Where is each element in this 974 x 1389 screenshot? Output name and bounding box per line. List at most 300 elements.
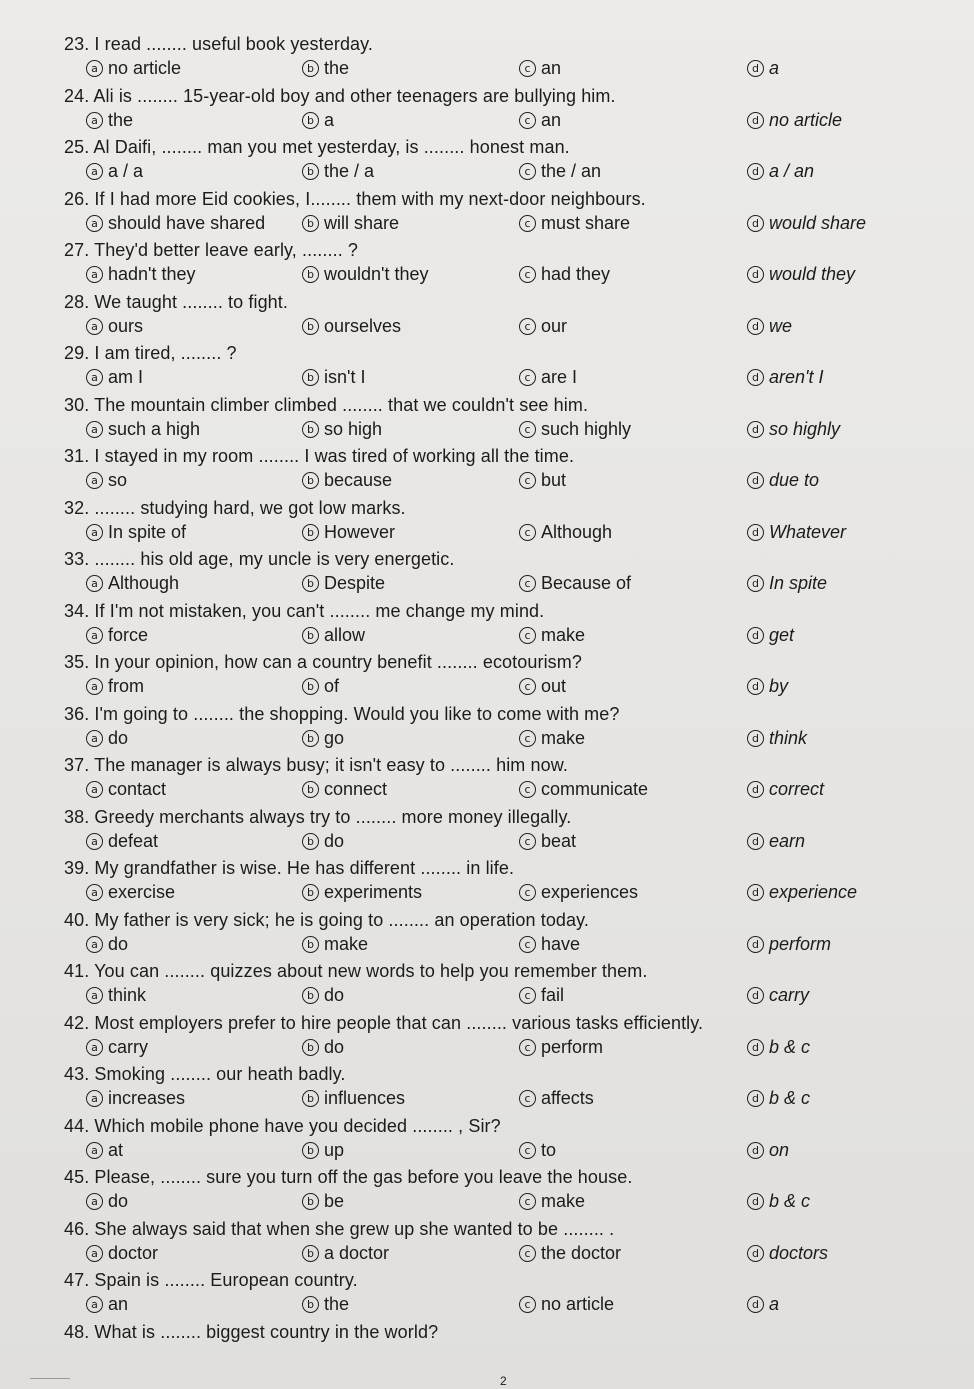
option-text: do — [324, 985, 345, 1005]
answer-option-b[interactable] — [302, 367, 365, 388]
question-stem: 46. She always said that when she grew up she wanted to be ........ . — [64, 1218, 615, 1239]
question-item — [64, 446, 944, 496]
option-text: at — [108, 1139, 124, 1160]
option-text: should have shared — [108, 212, 266, 233]
answer-option-a[interactable] — [86, 1140, 123, 1161]
answer-option-a[interactable] — [86, 831, 158, 852]
option-letter-circle: b — [302, 781, 319, 798]
option-letter-circle: b — [302, 575, 319, 592]
answer-option-b[interactable] — [302, 1088, 405, 1109]
option-text: make — [541, 624, 586, 645]
answer-option-c[interactable] — [519, 316, 567, 337]
option-letter-circle: a — [86, 369, 103, 386]
option-text: a / a — [108, 161, 144, 181]
option-text: by — [769, 676, 789, 696]
option-letter-circle: c — [519, 318, 536, 335]
option-letter-circle: b — [302, 266, 319, 283]
option-text: a / an — [769, 161, 815, 181]
answer-option-b[interactable] — [302, 934, 368, 955]
option-text: a — [769, 58, 780, 78]
option-text: b & c — [769, 1088, 811, 1108]
answer-option-d[interactable] — [747, 110, 842, 131]
option-text: we — [769, 315, 793, 336]
option-letter-circle: b — [302, 1090, 319, 1107]
option-text: However — [324, 521, 396, 542]
answer-option-d[interactable] — [747, 934, 831, 955]
question-stem: 40. My father is very sick; he is going to ........ an operation today. — [64, 909, 590, 930]
answer-option-a[interactable] — [86, 1191, 128, 1212]
option-text: In spite — [769, 573, 828, 593]
option-letter-circle: b — [302, 1245, 319, 1262]
answer-option-a[interactable] — [86, 213, 265, 234]
option-letter-circle: d — [747, 112, 764, 129]
option-letter-circle: b — [302, 730, 319, 747]
option-text: up — [324, 1139, 345, 1160]
answer-option-d[interactable] — [747, 213, 866, 234]
question-stem: 45. Please, ........ sure you turn off the gas before you leave the house. — [64, 1167, 633, 1187]
answer-option-c[interactable] — [519, 1191, 585, 1212]
answer-option-b[interactable] — [302, 1294, 349, 1315]
option-letter-circle: d — [747, 833, 764, 850]
answer-option-a[interactable] — [86, 1088, 185, 1109]
option-text: b & c — [769, 1036, 811, 1057]
option-letter-circle: d — [747, 575, 764, 592]
option-text: carry — [769, 985, 809, 1005]
option-text: get — [769, 624, 795, 645]
answer-option-a[interactable] — [86, 779, 166, 800]
option-letter-circle: c — [519, 163, 536, 180]
answer-option-d[interactable] — [747, 58, 779, 79]
option-text: do — [108, 933, 129, 954]
question-stem: 41. You can ........ quizzes about new words to help you remember them. — [64, 961, 648, 981]
option-letter-circle: a — [86, 1090, 103, 1107]
question-stem: 31. I stayed in my room ........ I was tired of working all the time. — [64, 446, 575, 466]
question-item — [64, 292, 944, 342]
option-letter-circle: d — [747, 266, 764, 283]
question-stem: 33. ........ his old age, my uncle is very energetic. — [64, 549, 455, 569]
answer-option-b[interactable] — [302, 264, 429, 285]
answer-option-c[interactable] — [519, 985, 564, 1006]
option-letter-circle: d — [747, 369, 764, 386]
option-letter-circle: a — [86, 318, 103, 335]
question-stem: 28. We taught ........ to fight. — [64, 291, 288, 312]
option-letter-circle: b — [302, 678, 319, 695]
option-text: but — [541, 470, 567, 490]
answer-option-b[interactable] — [302, 58, 349, 79]
option-text: ours — [108, 315, 144, 336]
option-text: do — [108, 727, 129, 748]
answer-option-a[interactable] — [86, 1294, 128, 1315]
answer-option-a[interactable] — [86, 676, 144, 697]
option-letter-circle: b — [302, 987, 319, 1004]
answer-option-d[interactable] — [747, 676, 788, 697]
option-text: from — [108, 676, 144, 696]
option-text: do — [324, 1036, 345, 1057]
option-text: of — [324, 676, 340, 696]
option-text: go — [324, 727, 345, 748]
question-item — [64, 189, 944, 239]
option-letter-circle: c — [519, 678, 536, 695]
question-stem: 42. Most employers prefer to hire people that can ........ various tasks efficiently. — [64, 1012, 704, 1033]
answer-option-a[interactable] — [86, 264, 196, 285]
option-text: perform — [769, 933, 832, 954]
option-text: allow — [324, 624, 366, 645]
question-item — [64, 704, 944, 754]
option-letter-circle: b — [302, 472, 319, 489]
option-text: the / a — [324, 161, 375, 181]
option-letter-circle: d — [747, 472, 764, 489]
answer-option-d[interactable] — [747, 831, 805, 852]
question-stem: 43. Smoking ........ our heath badly. — [64, 1064, 346, 1084]
answer-option-a[interactable] — [86, 110, 133, 131]
answer-option-d[interactable] — [747, 316, 792, 337]
option-text: Whatever — [769, 521, 847, 542]
question-item — [64, 910, 944, 960]
option-text: a — [324, 109, 335, 130]
option-text: the / an — [541, 161, 602, 181]
option-text: a doctor — [324, 1242, 390, 1263]
question-item — [64, 1270, 944, 1320]
answer-option-c[interactable] — [519, 831, 576, 852]
question-stem: 26. If I had more Eid cookies, I........ them with my next-door neighbours. — [64, 188, 646, 209]
question-stem: 24. Ali is ........ 15-year-old boy and other teenagers are bullying him. — [64, 85, 616, 106]
option-text: such highly — [541, 418, 632, 439]
answer-option-c[interactable] — [519, 625, 585, 646]
option-text: because — [324, 470, 393, 490]
option-text: aren't I — [769, 367, 824, 387]
option-letter-circle: c — [519, 112, 536, 129]
option-letter-circle: a — [86, 1245, 103, 1262]
option-text: affects — [541, 1088, 594, 1108]
answer-option-c[interactable] — [519, 110, 561, 131]
answer-option-a[interactable] — [86, 573, 179, 594]
question-item — [64, 549, 944, 599]
option-text: beat — [541, 830, 577, 851]
question-item — [64, 240, 944, 290]
question-item — [64, 34, 944, 84]
option-letter-circle: d — [747, 1090, 764, 1107]
option-text: had they — [541, 264, 611, 284]
answer-option-a[interactable] — [86, 882, 175, 903]
option-text: are I — [541, 367, 578, 387]
answer-option-d[interactable] — [747, 1088, 810, 1109]
option-text: wouldn't they — [324, 264, 429, 284]
answer-option-b[interactable] — [302, 316, 401, 337]
option-text: have — [541, 933, 581, 954]
option-letter-circle: d — [747, 1296, 764, 1313]
answer-option-c[interactable] — [519, 573, 631, 594]
option-letter-circle: d — [747, 884, 764, 901]
option-text: out — [541, 676, 567, 696]
answer-option-b[interactable] — [302, 470, 392, 491]
option-text: do — [324, 830, 345, 851]
answer-option-d[interactable] — [747, 1191, 810, 1212]
option-letter-circle: b — [302, 1039, 319, 1056]
answer-option-a[interactable] — [86, 728, 128, 749]
option-text: earn — [769, 830, 806, 851]
question-item — [64, 1167, 944, 1217]
answer-option-a[interactable] — [86, 58, 181, 79]
option-letter-circle: a — [86, 112, 103, 129]
option-letter-circle: a — [86, 60, 103, 77]
option-text: Although — [108, 573, 180, 593]
option-letter-circle: d — [747, 781, 764, 798]
option-letter-circle: d — [747, 60, 764, 77]
question-item — [64, 1064, 944, 1114]
option-text: would share — [769, 212, 867, 233]
option-text: exercise — [108, 882, 176, 902]
option-text: isn't I — [324, 367, 366, 387]
answer-option-d[interactable] — [747, 1294, 779, 1315]
answer-option-d[interactable] — [747, 470, 819, 491]
footer-divider — [30, 1378, 70, 1379]
question-item — [64, 858, 944, 908]
answer-option-d[interactable] — [747, 264, 855, 285]
answer-option-b[interactable] — [302, 522, 395, 543]
answer-option-a[interactable] — [86, 1037, 148, 1058]
question-stem: 32. ........ studying hard, we got low marks. — [64, 497, 406, 518]
question-item — [64, 755, 944, 805]
option-text: perform — [541, 1036, 604, 1057]
answer-option-a[interactable] — [86, 161, 143, 182]
answer-option-d[interactable] — [747, 573, 827, 594]
option-text: no article — [541, 1294, 615, 1314]
option-letter-circle: a — [86, 472, 103, 489]
option-letter-circle: a — [86, 1296, 103, 1313]
question-stem: 29. I am tired, ........ ? — [64, 343, 237, 363]
option-letter-circle: c — [519, 575, 536, 592]
option-text: experience — [769, 882, 858, 902]
answer-option-d[interactable] — [747, 728, 807, 749]
answer-option-c[interactable] — [519, 1294, 614, 1315]
answer-option-b[interactable] — [302, 676, 339, 697]
option-text: no article — [769, 109, 843, 130]
option-text: contact — [108, 779, 167, 799]
option-text: doctor — [108, 1242, 159, 1263]
answer-option-c[interactable] — [519, 58, 561, 79]
answer-option-c[interactable] — [519, 1243, 621, 1264]
question-item — [64, 137, 944, 187]
option-letter-circle: c — [519, 421, 536, 438]
option-letter-circle: d — [747, 163, 764, 180]
option-text: no article — [108, 58, 182, 78]
option-text: am I — [108, 367, 144, 387]
option-letter-circle: c — [519, 833, 536, 850]
option-text: the — [324, 58, 350, 78]
option-letter-circle: a — [86, 1193, 103, 1210]
option-letter-circle: b — [302, 369, 319, 386]
answer-option-b[interactable] — [302, 985, 344, 1006]
option-text: the — [324, 1294, 350, 1314]
answer-option-b[interactable] — [302, 1243, 389, 1264]
answer-option-d[interactable] — [747, 985, 809, 1006]
answer-option-d[interactable] — [747, 1037, 810, 1058]
option-letter-circle: b — [302, 833, 319, 850]
question-item — [64, 395, 944, 445]
answer-option-d[interactable] — [747, 882, 857, 903]
answer-option-d[interactable] — [747, 779, 824, 800]
option-text: a — [769, 1294, 780, 1314]
question-item — [64, 601, 944, 651]
answer-option-c[interactable] — [519, 419, 631, 440]
answer-option-c[interactable] — [519, 213, 630, 234]
answer-option-b[interactable] — [302, 161, 374, 182]
option-text: will share — [324, 212, 400, 233]
option-text: think — [108, 985, 147, 1005]
option-letter-circle: d — [747, 936, 764, 953]
option-text: make — [541, 1191, 586, 1211]
answer-option-c[interactable] — [519, 728, 585, 749]
option-letter-circle: d — [747, 1142, 764, 1159]
option-letter-circle: a — [86, 884, 103, 901]
answer-option-b[interactable] — [302, 419, 382, 440]
answer-option-d[interactable] — [747, 367, 823, 388]
answer-option-d[interactable] — [747, 1140, 789, 1161]
option-letter-circle: d — [747, 1039, 764, 1056]
option-letter-circle: b — [302, 318, 319, 335]
answer-option-b[interactable] — [302, 573, 385, 594]
option-letter-circle: b — [302, 112, 319, 129]
answer-option-c[interactable] — [519, 264, 610, 285]
option-letter-circle: a — [86, 1142, 103, 1159]
option-letter-circle: a — [86, 781, 103, 798]
answer-option-c[interactable] — [519, 779, 648, 800]
option-letter-circle: a — [86, 575, 103, 592]
option-text: to — [541, 1139, 557, 1160]
answer-option-c[interactable] — [519, 1088, 594, 1109]
option-letter-circle: d — [747, 215, 764, 232]
option-text: the — [108, 109, 134, 130]
answer-option-d[interactable] — [747, 1243, 828, 1264]
question-item — [64, 343, 944, 393]
option-letter-circle: a — [86, 421, 103, 438]
question-item — [64, 807, 944, 857]
option-text: so — [108, 470, 128, 490]
option-text: experiments — [324, 882, 423, 902]
answer-option-b[interactable] — [302, 1037, 344, 1058]
option-letter-circle: c — [519, 781, 536, 798]
answer-option-a[interactable] — [86, 522, 186, 543]
option-letter-circle: c — [519, 987, 536, 1004]
question-stem: 25. Al Daifi, ........ man you met yesterday, is ........ honest man. — [64, 137, 570, 157]
answer-option-a[interactable] — [86, 367, 143, 388]
answer-option-c[interactable] — [519, 934, 580, 955]
answer-option-c[interactable] — [519, 367, 577, 388]
answer-option-b[interactable] — [302, 1140, 344, 1161]
answer-option-c[interactable] — [519, 470, 566, 491]
option-text: be — [324, 1191, 345, 1211]
option-letter-circle: a — [86, 215, 103, 232]
option-letter-circle: d — [747, 524, 764, 541]
question-item — [64, 1116, 944, 1166]
answer-option-b[interactable] — [302, 1191, 344, 1212]
option-text: Because of — [541, 573, 632, 593]
answer-option-b[interactable] — [302, 728, 344, 749]
option-text: the doctor — [541, 1242, 622, 1263]
option-letter-circle: d — [747, 318, 764, 335]
option-letter-circle: c — [519, 1193, 536, 1210]
option-letter-circle: c — [519, 472, 536, 489]
option-letter-circle: c — [519, 627, 536, 644]
answer-option-b[interactable] — [302, 110, 334, 131]
option-letter-circle: b — [302, 627, 319, 644]
answer-option-d[interactable] — [747, 625, 794, 646]
question-stem: 48. What is ........ biggest country in the world? — [64, 1321, 439, 1342]
question-stem: 38. Greedy merchants always try to ........ more money illegally. — [64, 806, 572, 827]
option-letter-circle: b — [302, 936, 319, 953]
answer-option-c[interactable] — [519, 522, 612, 543]
page-number: 2 — [500, 1374, 507, 1388]
option-letter-circle: d — [747, 678, 764, 695]
option-text: an — [541, 58, 562, 78]
option-text: so highly — [769, 418, 841, 439]
option-letter-circle: a — [86, 936, 103, 953]
answer-option-a[interactable] — [86, 316, 143, 337]
question-stem: 44. Which mobile phone have you decided ........ , Sir? — [64, 1115, 501, 1136]
option-letter-circle: b — [302, 1193, 319, 1210]
question-stem: 34. If I'm not mistaken, you can't ........ me change my mind. — [64, 600, 545, 621]
option-text: hadn't they — [108, 264, 196, 284]
option-letter-circle: a — [86, 524, 103, 541]
option-text: must share — [541, 212, 631, 233]
answer-option-b[interactable] — [302, 213, 399, 234]
answer-option-c[interactable] — [519, 1037, 603, 1058]
answer-option-a[interactable] — [86, 1243, 158, 1264]
answer-option-a[interactable] — [86, 934, 128, 955]
option-letter-circle: c — [519, 1090, 536, 1107]
answer-option-c[interactable] — [519, 676, 566, 697]
option-letter-circle: d — [747, 730, 764, 747]
option-text: fail — [541, 985, 565, 1005]
option-text: an — [108, 1294, 129, 1314]
answer-option-b[interactable] — [302, 625, 365, 646]
answer-option-a[interactable] — [86, 419, 200, 440]
option-letter-circle: c — [519, 1245, 536, 1262]
option-letter-circle: b — [302, 421, 319, 438]
question-item — [64, 1013, 944, 1063]
question-stem: 35. In your opinion, how can a country benefit ........ ecotourism? — [64, 652, 582, 672]
question-item — [64, 86, 944, 136]
question-item — [64, 652, 944, 702]
answer-option-b[interactable] — [302, 779, 387, 800]
answer-option-a[interactable] — [86, 985, 146, 1006]
answer-option-d[interactable] — [747, 161, 814, 182]
answer-option-b[interactable] — [302, 831, 344, 852]
answer-option-d[interactable] — [747, 419, 840, 440]
question-stem: 36. I'm going to ........ the shopping. Would you like to come with me? — [64, 703, 620, 724]
option-text: make — [541, 727, 586, 748]
option-text: doctors — [769, 1242, 829, 1263]
option-text: ourselves — [324, 315, 402, 336]
answer-option-c[interactable] — [519, 1140, 556, 1161]
answer-option-c[interactable] — [519, 161, 601, 182]
option-text: would they — [769, 264, 856, 284]
answer-option-a[interactable] — [86, 625, 148, 646]
question-stem: 27. They'd better leave early, ........ ? — [64, 240, 359, 260]
option-letter-circle: b — [302, 1142, 319, 1159]
option-letter-circle: a — [86, 987, 103, 1004]
option-letter-circle: c — [519, 936, 536, 953]
option-text: think — [769, 727, 808, 748]
option-text: increases — [108, 1088, 186, 1108]
option-letter-circle: a — [86, 678, 103, 695]
question-stem: 23. I read ........ useful book yesterday. — [64, 34, 374, 54]
answer-option-b[interactable] — [302, 882, 422, 903]
answer-option-c[interactable] — [519, 882, 638, 903]
answer-option-a[interactable] — [86, 470, 127, 491]
question-stem: 37. The manager is always busy; it isn't easy to ........ him now. — [64, 755, 568, 775]
answer-option-d[interactable] — [747, 522, 846, 543]
